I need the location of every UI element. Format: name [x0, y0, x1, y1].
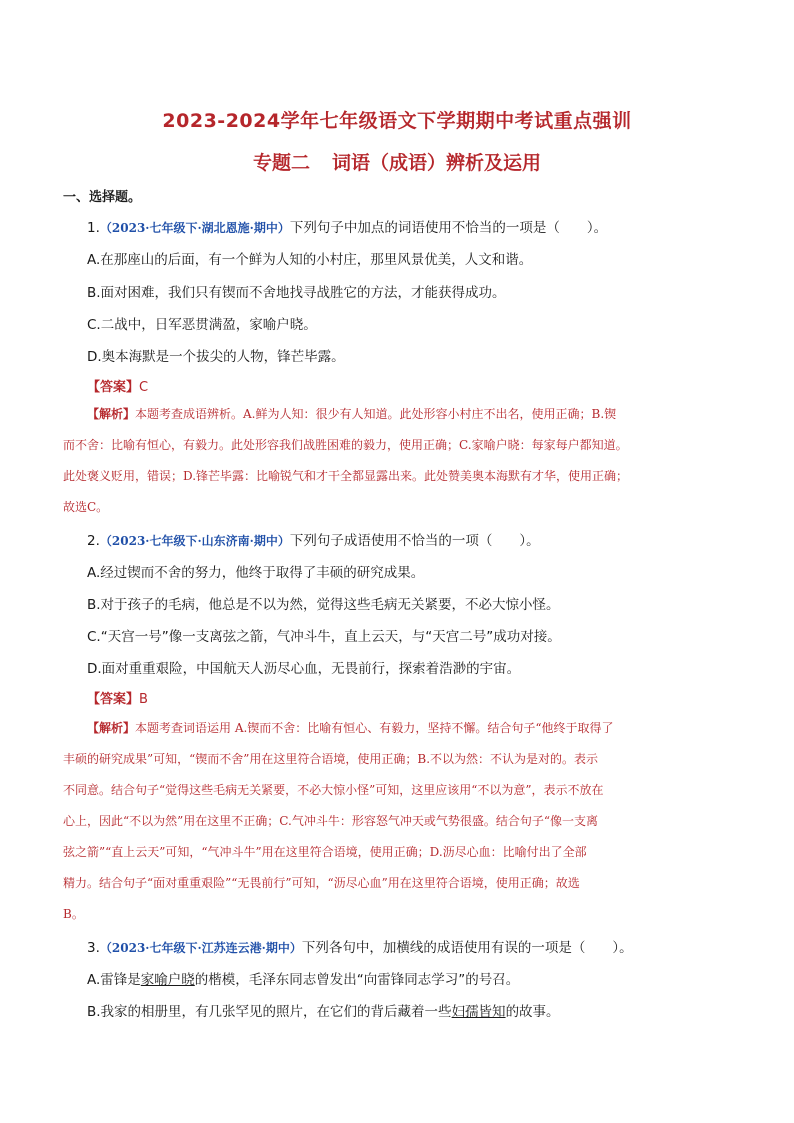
question-number: 2. — [87, 533, 100, 549]
answer-label: 【答案】 — [87, 380, 140, 395]
question-text: 下列各句中，加横线的成语使用有误的一项是（ ）。 — [301, 940, 633, 956]
q2-option-c: C.“天宫一号”像一支离弦之箭，气冲斗牛，直上云天，与“天宫二号”成功对接。 — [87, 629, 561, 645]
q3-option-b: B.我家的相册里，有几张罕见的照片，在它们的背后藏着一些妇孺皆知的故事。 — [87, 1004, 560, 1020]
analysis-label: 【解析】 — [87, 407, 136, 421]
question-source: （2023·七年级下·山东济南·期中） — [99, 534, 290, 548]
q1-option-b: B.面对困难，我们只有锲而不舍地找寻战胜它的方法，才能获得成功。 — [87, 285, 506, 301]
q1-option-d: D.奥本海默是一个拔尖的人物，锋芒毕露。 — [87, 349, 345, 365]
q2-analysis-line-7: B。 — [63, 907, 84, 921]
answer-value: B — [139, 692, 148, 707]
q2-analysis-line-5: 弦之箭”“直上云天”可知，“气冲斗牛”用在这里符合语境，使用正确；D.沥尽心血：比喻付出了全部 — [63, 845, 587, 859]
topic-name: 词语（成语）辨析及运用 — [332, 152, 542, 174]
q1-option-a: A.在那座山的后面，有一个鲜为人知的小村庄，那里风景优美，人文和谐。 — [87, 252, 533, 268]
q1-analysis-line-2: 而不舍：比喻有恒心，有毅力。此处形容我们战胜困难的毅力，使用正确；C.家喻户晓：每家每户都知道。 — [63, 438, 628, 452]
q2-option-b: B.对于孩子的毛病，他总是不以为然，觉得这些毛病无关紧要，不必大惊小怪。 — [87, 597, 560, 613]
q2-option-d: D.面对重重艰险，中国航天人沥尽心血，无畏前行，探索着浩渺的宇宙。 — [87, 661, 521, 677]
topic-number: 专题二 — [252, 152, 310, 174]
q2-analysis-line-1: 【解析】本题考查词语运用 A.锲而不舍：比喻有恒心、有毅力，坚持不懈。结合句子“他终于取得了 — [87, 721, 614, 735]
document-title: 2023-2024学年七年级语文下学期期中考试重点强训 — [162, 110, 632, 132]
q1-analysis-line-3: 此处褒义贬用，错误；D.锋芒毕露：比喻锐气和才干全都显露出来。此处赞美奥本海默有才华，使用正确； — [63, 469, 629, 483]
question-number: 3. — [87, 940, 100, 956]
question-source: （2023·七年级下·湖北恩施·期中） — [99, 221, 290, 235]
q2-analysis-line-2: 丰硕的研究成果”可知，“锲而不舍”用在这里符合语境，使用正确；B.不以为然：不认为是对的。表示 — [63, 752, 599, 766]
document-subtitle — [0, 148, 794, 175]
q2-analysis-line-3: 不同意。结合句子“觉得这些毛病无关紧要，不必大惊小怪”可知，这里应该用“不以为意”，表示不放在 — [63, 783, 604, 797]
answer-label: 【答案】 — [87, 692, 140, 707]
underlined-idiom: 家喻户晓 — [140, 972, 195, 988]
answer-value: C — [139, 380, 149, 395]
section-heading: 一、选择题。 — [63, 190, 142, 205]
q1-answer — [87, 376, 148, 395]
q2-analysis-line-6: 精力。结合句子“面对重重艰险”“无畏前行”可知，“沥尽心血”用在这里符合语境，使用正确；故选 — [63, 876, 580, 890]
q1-analysis-line-1: 【解析】本题考查成语辨析。A.鲜为人知：很少有人知道。此处形容小村庄不出名，使用正确；B.锲 — [87, 407, 617, 421]
underlined-idiom: 妇孺皆知 — [451, 1004, 506, 1020]
question-1-stem — [87, 216, 607, 236]
question-text: 下列句子中加点的词语使用不恰当的一项是（ ）。 — [289, 220, 608, 236]
q1-option-c: C.二战中，日军恶贯满盈，家喻户晓。 — [87, 317, 317, 333]
question-number: 1. — [87, 220, 100, 236]
q1-analysis-line-4: 故选C。 — [63, 500, 109, 514]
question-3-stem — [87, 936, 633, 956]
q2-option-a: A.经过锲而不舍的努力，他终于取得了丰硕的研究成果。 — [87, 565, 425, 581]
question-text: 下列句子成语使用不恰当的一项（ ）。 — [289, 533, 540, 549]
q3-option-a: A.雷锋是家喻户晓的楷模，毛泽东同志曾发出“向雷锋同志学习”的号召。 — [87, 972, 520, 988]
question-source: （2023·七年级下·江苏连云港·期中） — [99, 941, 302, 955]
analysis-label: 【解析】 — [87, 721, 136, 735]
question-2-stem — [87, 529, 540, 549]
q2-answer — [87, 688, 148, 707]
q2-analysis-line-4: 心上，因此“不以为然”用在这里不正确；C.气冲斗牛：形容怒气冲天或气势很盛。结合句子“像一支离 — [63, 814, 598, 828]
